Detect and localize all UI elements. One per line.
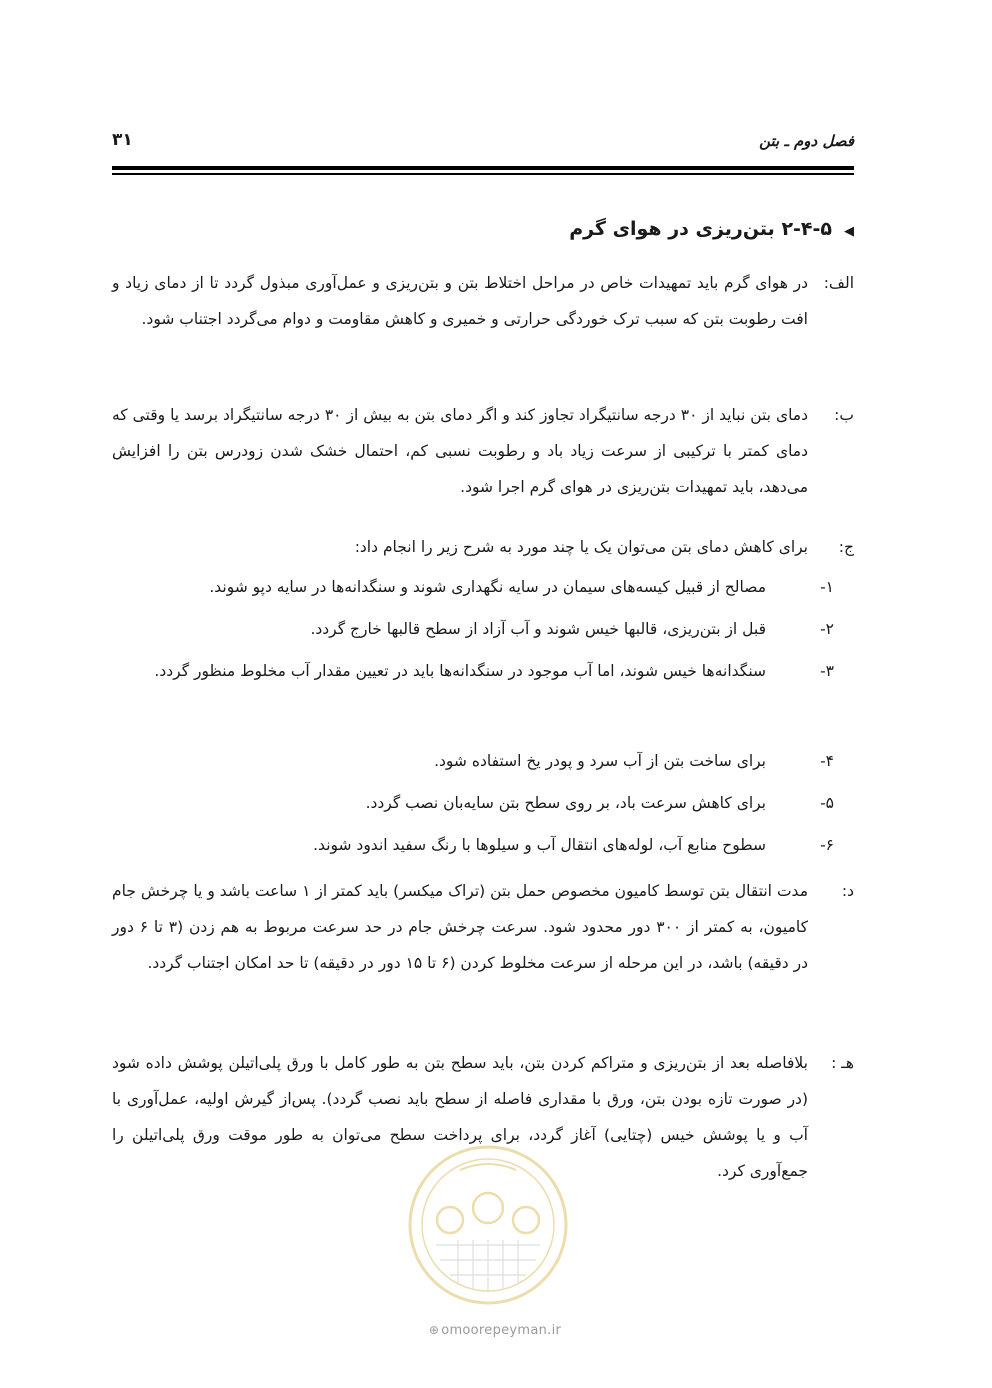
list-item-text: سنگدانه‌ها خیس شوند، اما آب موجود در سنگدانه‌ها باید در تعیین مقدار آب مخلوط منظور گردد.: [154, 662, 766, 680]
paragraph-he: [112, 1045, 854, 1189]
section-title: ۲-۴-۵ بتن‌ریزی در هوای گرم: [569, 218, 832, 240]
chapter-title: فصل دوم ـ بتن: [759, 132, 854, 150]
paragraph-text: برای کاهش دمای بتن می‌توان یک یا چند مورد به شرح زیر را انجام داد:: [354, 538, 808, 556]
list-item-text: برای ساخت بتن از آب سرد و پودر یخ استفاده شود.: [434, 752, 766, 770]
list-item-text: مصالح از قبیل کیسه‌های سیمان در سایه نگهداری شوند و سنگدانه‌ها در سایه دپو شوند.: [209, 578, 766, 596]
list-item-number: ۶-: [820, 836, 834, 854]
list-item: [112, 611, 854, 647]
list-item-text: برای کاهش سرعت باد، بر روی سطح بتن سایه‌بان نصب گردد.: [365, 794, 766, 812]
list-item-number: ۳-: [820, 662, 834, 680]
website-url: omoorepeyman.ir: [441, 1323, 562, 1338]
list-item: [112, 785, 854, 821]
paragraph-label: ج:: [838, 538, 854, 556]
list-item: [112, 827, 854, 863]
paragraph-label: هـ :: [831, 1054, 854, 1072]
paragraph-label: الف:: [823, 274, 854, 292]
header-rule-thin: [112, 173, 854, 175]
paragraph-text: در هوای گرم باید تمهیدات خاص در مراحل اختلاط بتن و بتن‌ریزی و عمل‌آوری مبذول گردد تا از دمای زیاد و افت رطوبت بتن که سبب ترک خوردگی حرارتی و خمیری و کاهش مقاومت و دوام می‌گردد اجتناب شود.: [112, 274, 808, 328]
header-rule-thick: [112, 166, 854, 170]
list-item-text: قبل از بتن‌ریزی، قالبها خیس شوند و آب آزاد از سطح قالبها خارج گردد.: [310, 620, 766, 638]
paragraph-text: بلافاصله بعد از بتن‌ریزی و متراکم کردن بتن، باید سطح بتن به طور کامل با ورق پلی‌اتیلن پوشش داده شود (در صورت تازه بودن بتن، ورق با مقداری فاصله از سطح باید نصب گردد). پس‌از گیرش اولیه، عمل‌آوری با آب و یا پوشش خیس (چتایی) آغاز گردد، برای پرداخت سطح می‌توان به طور موقت ورق پلی‌اتیلن را جمع‌آوری کرد.: [112, 1054, 808, 1180]
list-item-number: ۲-: [820, 620, 834, 638]
list-item-text: سطوح منابع آب، لوله‌های انتقال آب و سیلوها با رنگ سفید اندود شوند.: [313, 836, 766, 854]
paragraph-dal: [112, 873, 854, 981]
page-number: ۳۱: [112, 130, 133, 150]
list-item-number: ۵-: [820, 794, 834, 812]
list-item: [112, 569, 854, 605]
running-head: [112, 130, 854, 160]
paragraph-jim: [112, 529, 854, 565]
website-footer: [400, 1323, 590, 1338]
paragraph-be: [112, 397, 854, 505]
list-item: [112, 653, 854, 689]
globe-icon: ⊕: [428, 1323, 440, 1337]
list-item-number: ۱-: [820, 578, 834, 596]
paragraph-text: دمای بتن نباید از ۳۰ درجه سانتیگراد تجاوز کند و اگر دمای بتن به بیش از ۳۰ درجه سانتیگراد برسد یا وقتی که دمای کمتر با ترکیبی از سرعت زیاد باد و رطوبت نسبی کم، احتمال خشک شدن زودرس بتن را افزایش می‌دهد، باید تمهیدات بتن‌ریزی در هوای گرم اجرا شود.: [112, 406, 809, 496]
list-item: [112, 743, 854, 779]
paragraph-label: د:: [841, 882, 854, 900]
triangle-marker-icon: ◀: [844, 224, 854, 239]
paragraph-alef: [112, 265, 854, 337]
list-item-number: ۴-: [820, 752, 834, 770]
paragraph-label: ب:: [834, 406, 854, 424]
paragraph-text: مدت انتقال بتن توسط کامیون مخصوص حمل بتن (تراک میکسر) باید کمتر از ۱ ساعت باشد و یا چرخش جام کامیون، به کمتر از ۳۰۰ دور محدود شود. سرعت چرخش جام در حد سرعت مربوط به هم زدن (۳ تا ۶ دور در دقیقه) باشد، در این مرحله از سرعت مخلوط کردن (۶ تا ۱۵ دور در دقیقه) تا حد امکان اجتناب گردد.: [112, 882, 808, 972]
section-heading: [569, 218, 854, 240]
